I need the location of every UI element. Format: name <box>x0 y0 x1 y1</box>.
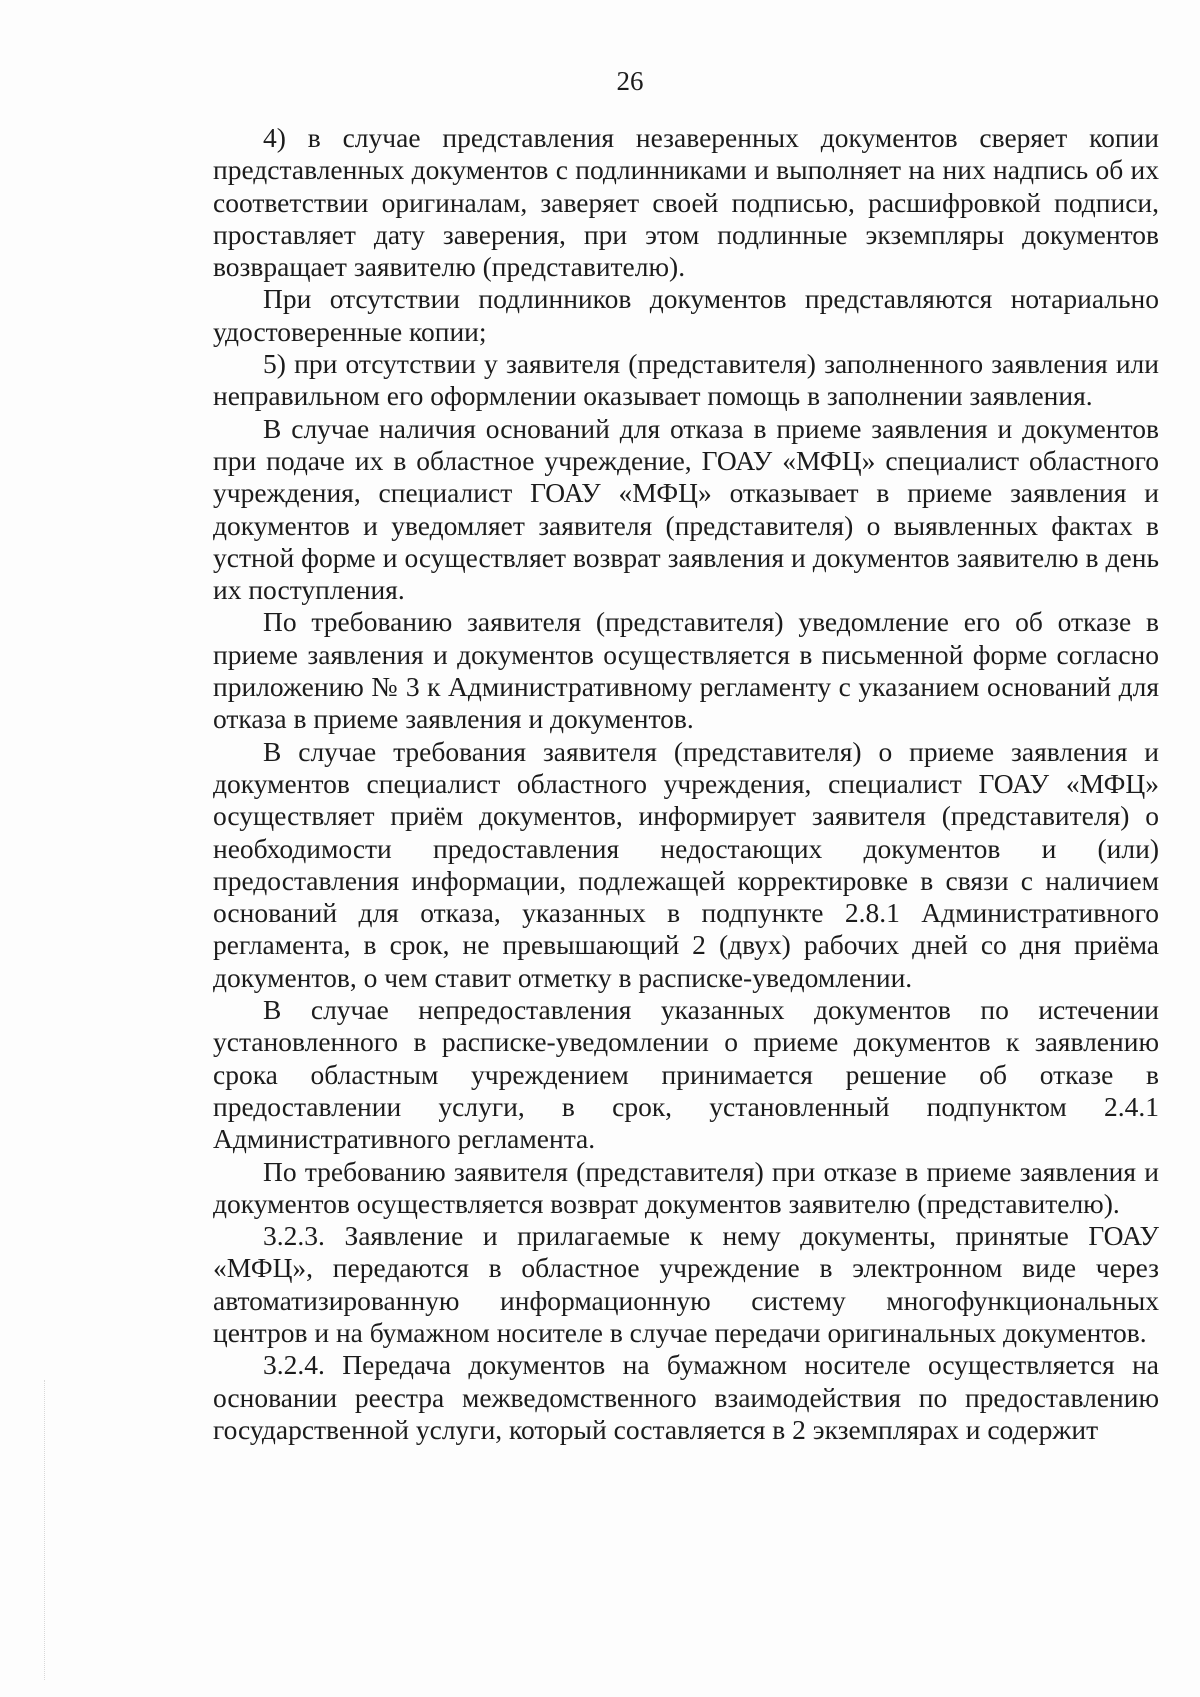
scan-margin-artifact <box>44 1380 47 1680</box>
paragraph-item-5: 5) при отсутствии у заявителя (представителя) заполненного заявления или неправильном его оформлении оказывает помощь в заполнении заявления. <box>213 348 1159 412</box>
document-body <box>213 122 1159 1446</box>
paragraph-non-submission: В случае непредоставления указанных документов по истечении установленного в расписке-уведомлении о приеме документов к заявлению срока областным учреждением принимается решение об отказе в предоставлении услуги, в срок, установленный подпунктом 2.4.1 Административного регламента. <box>213 994 1159 1155</box>
paragraph-document-return: По требованию заявителя (представителя) при отказе в приеме заявления и документов осуществляется возврат документов заявителю (представителю). <box>213 1155 1159 1219</box>
page-number: 26 <box>616 66 644 96</box>
paragraph-acceptance-request: В случае требования заявителя (представителя) о приеме заявления и документов специалист областного учреждения, специалист ГОАУ «МФЦ» осуществляет приём документов, информирует заявителя (представителя) о необходимости предоставления недостающих документов и (или) предоставления информации, подлежащей корректировке в связи с наличием оснований для отказа, указанных в подпункте 2.8.1 Административного регламента, в срок, не превышающий 2 (двух) рабочих дней со дня приёма документов, о чем ставит отметку в расписке-уведомлении. <box>213 735 1159 993</box>
paragraph-written-refusal: По требованию заявителя (представителя) уведомление его об отказе в приеме заявления и документов осуществляется в письменной форме согласно приложению № 3 к Административному регламенту с указанием оснований для отказа в приеме заявления и документов. <box>213 606 1159 735</box>
paragraph-section-3-2-4: 3.2.4. Передача документов на бумажном носителе осуществляется на основании реестра межведомственного взаимодействия по предоставлению государственной услуги, который составляется в 2 экземплярах и содержит <box>213 1349 1159 1445</box>
paragraph-section-3-2-3: 3.2.3. Заявление и прилагаемые к нему документы, принятые ГОАУ «МФЦ», передаются в областное учреждение в электронном виде через автоматизированную информационную систему многофункциональных центров и на бумажном носителе в случае передачи оригинальных документов. <box>213 1220 1159 1348</box>
paragraph-refusal-grounds: В случае наличия оснований для отказа в приеме заявления и документов при подаче их в областное учреждение, ГОАУ «МФЦ» специалист областного учреждения, специалист ГОАУ «МФЦ» отказывает в приеме заявления и документов и уведомляет заявителя (представителя) о выявленных фактах в устной форме и осуществляет возврат заявления и документов заявителю в день их поступления. <box>213 412 1159 606</box>
paragraph-item-4: 4) в случае представления незаверенных документов сверяет копии представленных документов с подлинниками и выполняет на них надпись об их соответствии оригиналам, заверяет своей подписью, расшифровкой подписи, проставляет дату заверения, при этом подлинные экземпляры документов возвращает заявителю (представителю). <box>213 122 1159 283</box>
paragraph-notarized-copies: При отсутствии подлинников документов представляются нотариально удостоверенные копии; <box>213 283 1159 347</box>
